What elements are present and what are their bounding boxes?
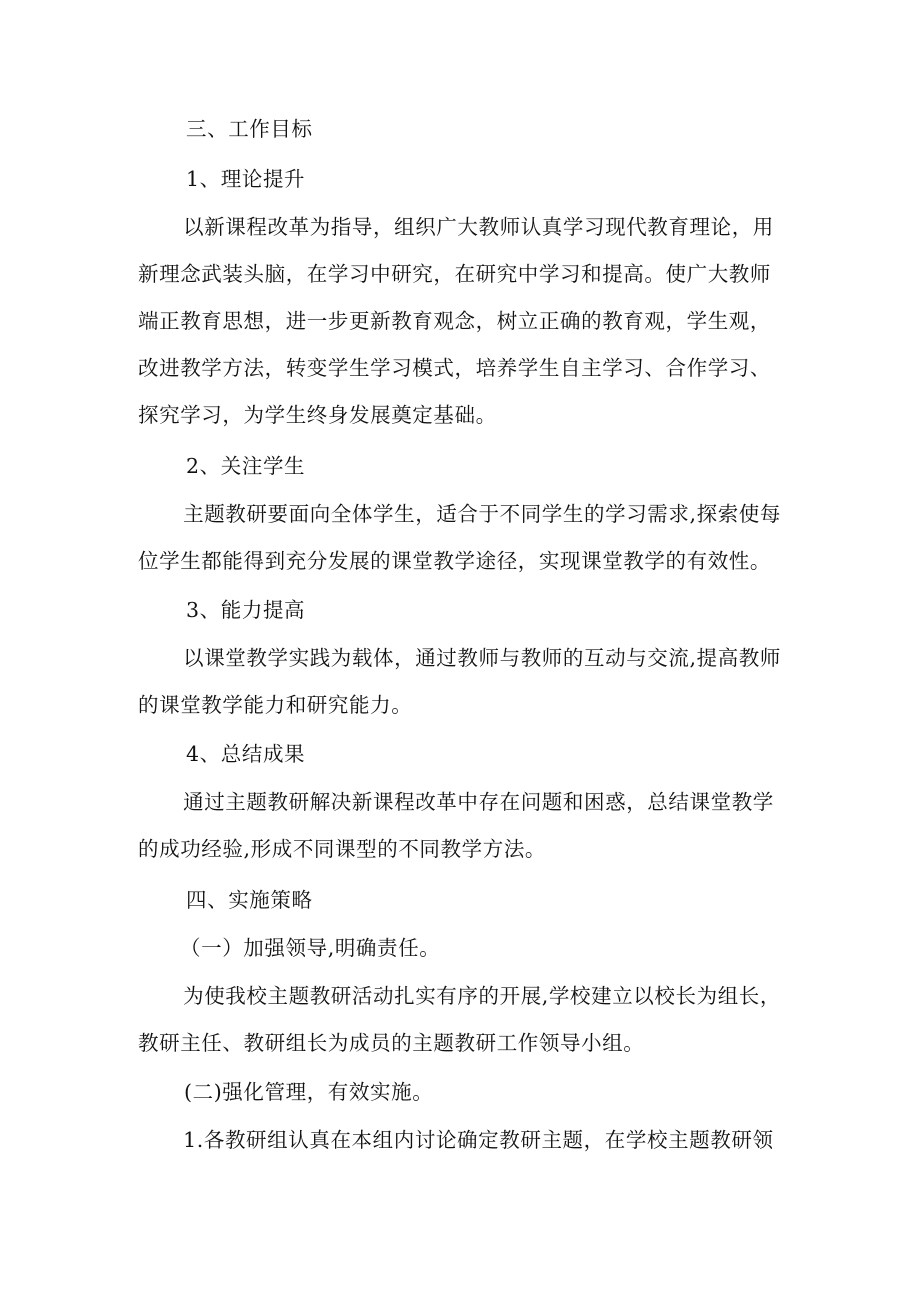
subheading-ability: 3、能力提高 <box>186 598 306 622</box>
subheading-students: 2、关注学生 <box>186 454 306 478</box>
paragraph-theory: 以新课程改革为指导，组织广大教师认真学习现代教育理论，用新理念武装头脑，在学习中研究，在研究中学习和提高。使广大教师端正教育思想，进一步更新教育观念，树立正确的教育观，学生观，改进教学方法，转变学生学习模式，培养学生自主学习、合作学习、探究学习，为学生终身发展奠定基础。 <box>138 215 774 427</box>
subheading-management: (二)强化管理，有效实施。 <box>184 1080 434 1104</box>
paragraph-results: 通过主题教研解决新课程改革中存在问题和困惑，总结课堂教学的成功经验,形成不同课型的不同教学方法。 <box>138 790 774 861</box>
paragraph-leadership: 为使我校主题教研活动扎实有序的开展,学校建立以校长为组长，教研主任、教研组长为成员的主题教研工作领导小组。 <box>138 984 782 1055</box>
subheading-results: 4、总结成果 <box>186 742 306 766</box>
subheading-theory: 1、理论提升 <box>186 167 306 191</box>
section-heading-strategy: 四、实施策略 <box>186 888 313 912</box>
paragraph-management: 1.各教研组认真在本组内讨论确定教研主题，在学校主题教研领 <box>183 1128 774 1152</box>
subheading-leadership: （一）加强领导,明确责任。 <box>180 936 441 960</box>
paragraph-ability: 以课堂教学实践为载体，通过教师与教师的互动与交流,提高教师的课堂教学能力和研究能力。 <box>138 646 782 717</box>
section-heading-goals: 三、工作目标 <box>186 117 313 141</box>
paragraph-students: 主题教研要面向全体学生，适合于不同学生的学习需求,探索使每位学生都能得到充分发展的课堂教学途径，实现课堂教学的有效性。 <box>138 502 782 573</box>
